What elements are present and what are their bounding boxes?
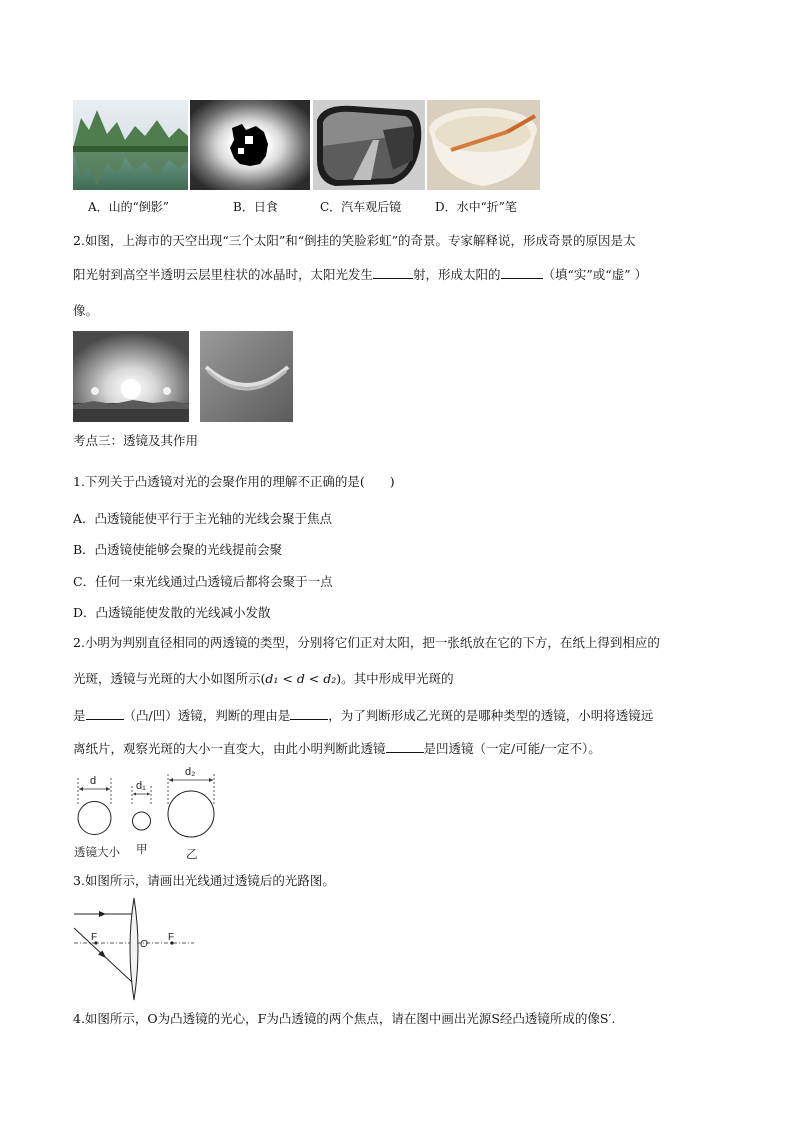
bent-pencil-photo (427, 100, 540, 190)
lens-q1-option-b: B．凸透镜使能够会聚的光线提前会聚 (73, 542, 283, 557)
caption-lens-size: 透镜大小 (74, 845, 120, 859)
q2-line2: 阳光射到高空半透明云层里柱状的冰晶时，太阳光发生 射，形成太阳的 （填“实”或“虚” ） (73, 267, 648, 282)
lens-q2-blank-1[interactable] (86, 707, 124, 720)
lens-q1-option-c: C．任何一束光线通过凸透镜后都将会聚于一点 (73, 574, 333, 589)
option-a-caption: A．山的“倒影” (88, 200, 169, 214)
label-d2: d₂ (185, 766, 196, 778)
lens-q1-option-d: D．凸透镜能使发散的光线减小发散 (73, 605, 271, 620)
three-suns-photo (73, 331, 189, 422)
label-optical-center: O (140, 939, 148, 950)
mountain-reflection-photo (73, 100, 188, 190)
car-mirror-photo (313, 100, 425, 190)
lens-q2-blank-2[interactable] (290, 707, 328, 720)
option-b-caption: B．日食 (233, 200, 278, 214)
label-d: d (90, 775, 97, 787)
caption-yi: 乙 (186, 847, 198, 861)
label-focus-left: F (91, 932, 98, 943)
option-c-caption: C．汽车观后镜 (320, 200, 402, 214)
lens-q2-line2: 光斑，透镜与光斑的大小如图所示(d₁ < d < d₂)。其中形成甲光斑的 (73, 671, 454, 686)
lens-q2-line3: 是 （凸/凹）透镜，判断的理由是 ，为了判断形成乙光斑的是哪种类型的透镜，小明将透镜远 (73, 708, 654, 723)
section-title: 考点三：透镜及其作用 (73, 433, 199, 448)
lens-q4-stem: 4.如图所示，O为凸透镜的光心，F为凸透镜的两个焦点，请在图中画出光源S经凸透镜所成的像S′. (73, 1011, 616, 1026)
q2-blank-2[interactable] (501, 266, 543, 279)
q2-blank-1[interactable] (373, 266, 413, 279)
solar-eclipse-photo (190, 100, 310, 190)
convex-lens (130, 898, 138, 1000)
lens-spot-figure (70, 764, 230, 864)
inverted-rainbow-photo (200, 331, 293, 422)
lens-q2-line1: 2.小明为判别直径相同的两透镜的类型，分别将它们正对太阳，把一张纸放在它的下方，在纸上得到相应的 (73, 635, 660, 650)
lens-q3-stem: 3.如图所示，请画出光线通过透镜后的光路图。 (73, 873, 335, 888)
lens-ray-figure (70, 896, 200, 1006)
lens-q2-inequality: d₁ < d < d₂ (265, 671, 337, 686)
caption-jia: 甲 (136, 842, 148, 856)
lens-q2-blank-3[interactable] (386, 740, 424, 753)
label-focus-right: F (168, 932, 175, 943)
lens-q1-option-a: A．凸透镜能使平行于主光轴的光线会聚于焦点 (73, 511, 333, 526)
lens-q2-line4: 离纸片，观察光斑的大小一直变大，由此小明判断此透镜 是凹透镜（一定/可能/一定不）。 (73, 741, 601, 756)
spot-yi-circle (168, 791, 214, 837)
spot-jia-circle (133, 812, 151, 830)
option-d-caption: D．水中“折”笔 (435, 200, 517, 214)
lens-circle (78, 802, 111, 835)
label-d1: d₁ (136, 780, 146, 792)
lens-q1-stem: 1.下列关于凸透镜对光的会聚作用的理解不正确的是( ) (73, 474, 395, 489)
q2-line1: 2.如图，上海市的天空出现“三个太阳”和“倒挂的笑脸彩虹”的奇景。专家解释说，形成奇景的原因是太 (73, 233, 636, 248)
q2-line3: 像。 (73, 303, 99, 318)
